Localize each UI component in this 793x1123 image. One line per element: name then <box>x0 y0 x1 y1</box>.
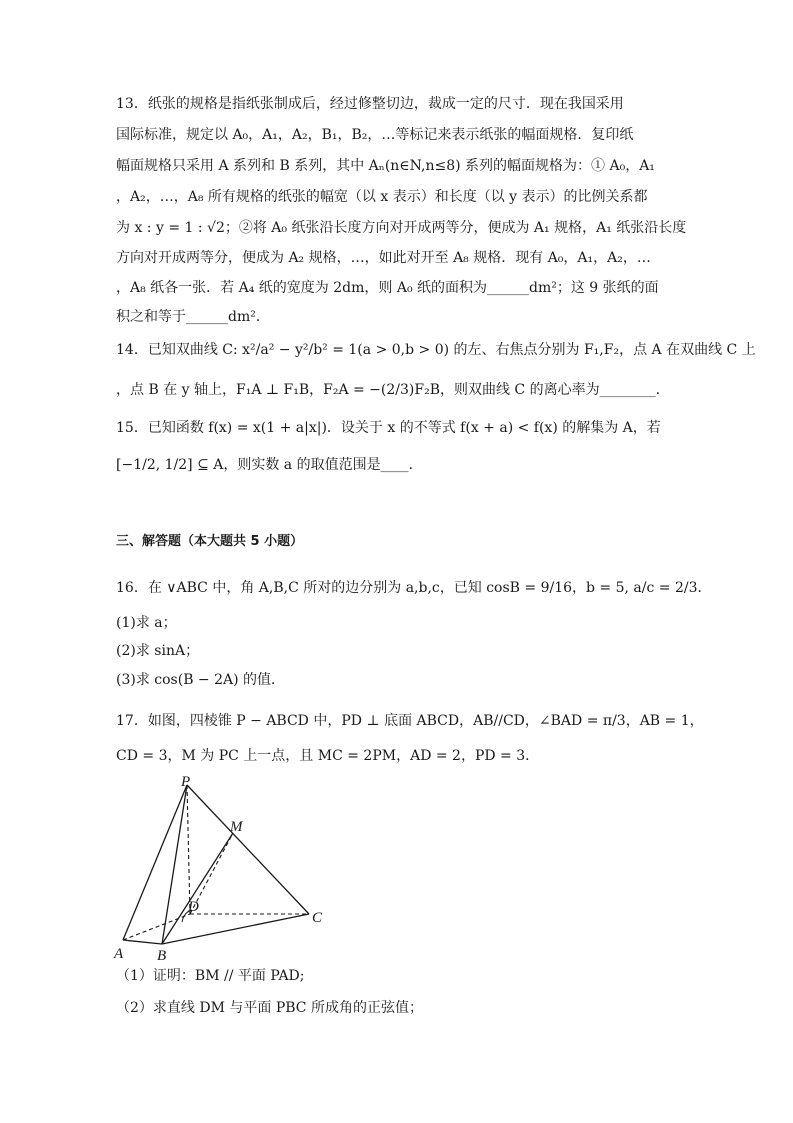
edge-BC <box>162 914 309 944</box>
q13-line-4: ，A₂，…，A₈ 所有规格的纸张的幅宽（以 x 表示）和长度（以 y 表示）的比例关系都 <box>116 189 648 205</box>
q16-part-3: (3)求 cos(B − 2A) 的值． <box>116 672 286 688</box>
edge-AB <box>123 940 162 944</box>
q13-line-3: 幅面规格只采用 A 系列和 B 系列，其中 Aₙ(n∈N,n≤8) 系列的幅面规格为：① A₀，A₁ <box>116 158 655 174</box>
q13-line-2: 国际标准，规定以 A₀，A₁，A₂，B₁，B₂，…等标记来表示纸张的幅面规格．复印纸 <box>116 127 634 143</box>
q16-part-2: (2)求 sinA； <box>116 643 200 659</box>
label-D: D <box>188 899 199 915</box>
q16-line-1: 16．在 ∨ABC 中，角 A,B,C 所对的边分别为 a,b,c，已知 cosB = 9/16，b = 5, a/c = 2/3． <box>116 580 712 596</box>
label-C: C <box>312 910 323 926</box>
q13-line-6: 方向对开成两等分，便成为 A₂ 规格，…，如此对开至 A₈ 规格．现有 A₀，A₁，A₂，… <box>116 250 651 266</box>
edge-PA <box>123 785 187 940</box>
q15-line-1: 15．已知函数 f(x) = x(1 + a|x|)．设关于 x 的不等式 f(x + a) < f(x) 的解集为 A，若 <box>116 420 661 436</box>
q15-line-2: [−1/2, 1/2] ⊆ A，则实数 a 的取值范围是____. <box>116 457 414 473</box>
edge-AD <box>123 914 190 940</box>
q13-line-7: ，A₈ 纸各一张．若 A₄ 纸的宽度为 2dm，则 A₀ 纸的面积为______dm²；这 9 张纸的面 <box>116 280 659 296</box>
q17-line-2: CD = 3，M 为 PC 上一点，且 MC = 2PM，AD = 2，PD = 3． <box>116 748 540 764</box>
pyramid-diagram <box>112 772 332 962</box>
edge-PD <box>187 785 190 914</box>
q17-part-2: （2）求直线 DM 与平面 PBC 所成角的正弦值； <box>116 1000 423 1016</box>
segment-BM <box>162 833 233 944</box>
edge-PC <box>187 785 309 914</box>
label-B: B <box>157 948 167 962</box>
edge-PB <box>162 785 187 944</box>
label-M: M <box>230 819 243 835</box>
label-A: A <box>114 946 124 962</box>
label-P: P <box>181 774 191 790</box>
q13-line-5: 为 x : y = 1 : √2；②将 A₀ 纸张沿长度方向对开成两等分，便成为 A₁ 规格，A₁ 纸张沿长度 <box>116 220 687 236</box>
q17-line-1: 17．如图，四棱锥 P − ABCD 中，PD ⊥ 底面 ABCD，AB//CD，∠BAD = π/3，AB = 1， <box>116 713 704 729</box>
section-title: 三、解答题（本大题共 5 小题） <box>116 534 304 549</box>
q16-part-1: (1)求 a； <box>116 615 177 631</box>
q13-line-8: 积之和等于______dm²． <box>116 309 270 325</box>
q14-line-2: ，点 B 在 y 轴上，F₁A ⊥ F₁B，F₂A = −(2/3)F₂B，则双曲线 C 的离心率为________. <box>116 382 661 398</box>
q14-line-1: 14．已知双曲线 C: x²/a² − y²/b² = 1(a > 0,b > 0) 的左、右焦点分别为 F₁,F₂，点 A 在双曲线 C 上 <box>116 342 756 358</box>
q17-part-1: （1）证明：BM // 平面 PAD; <box>116 968 305 984</box>
q13-line-1: 13．纸张的规格是指纸张制成后，经过修整切边，裁成一定的尺寸．现在我国采用 <box>116 96 624 112</box>
pyramid-figure <box>112 772 332 962</box>
